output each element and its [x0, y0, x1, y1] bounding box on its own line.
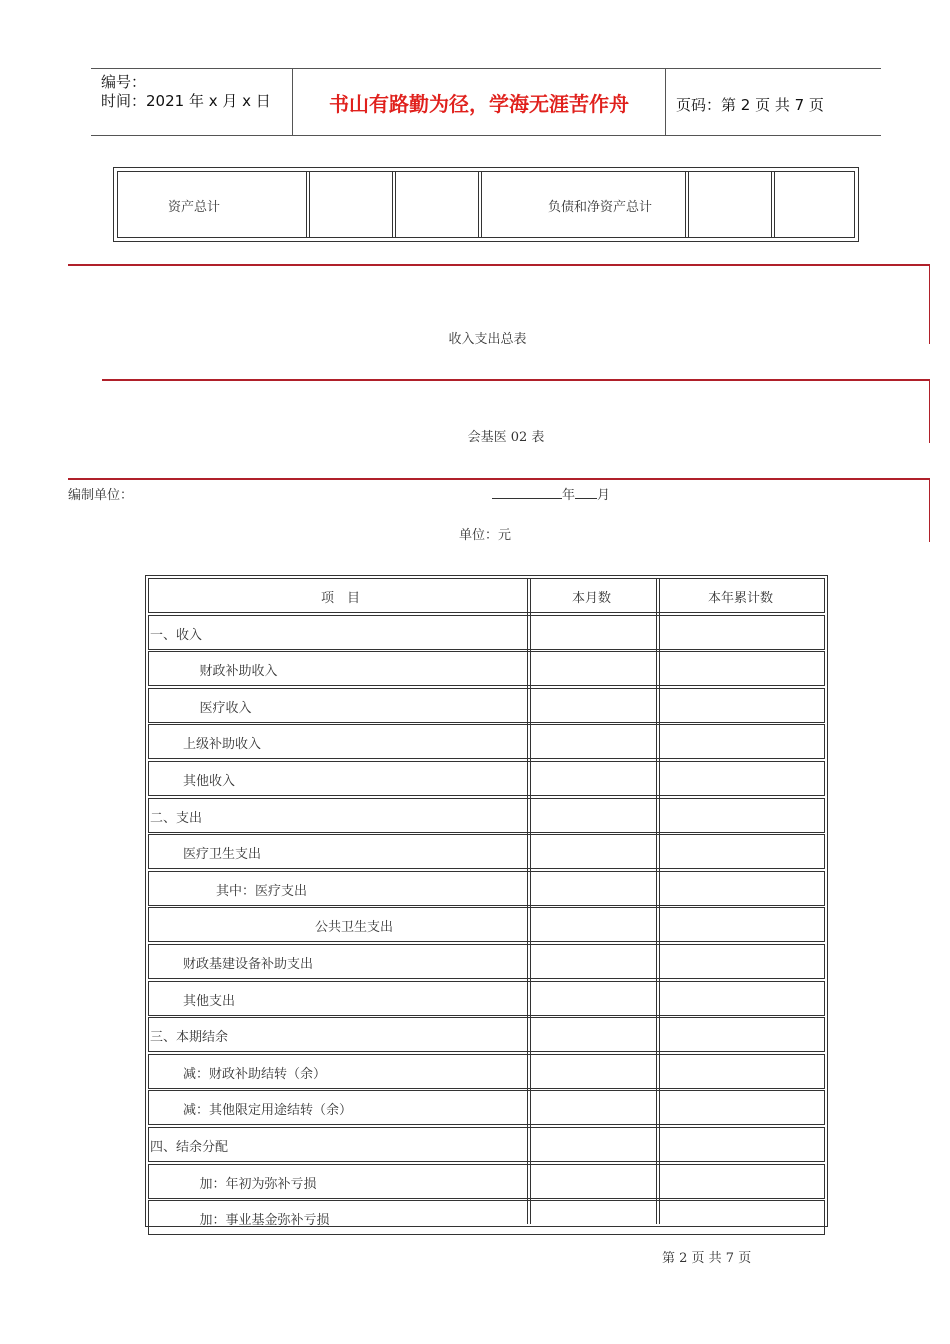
table-row	[148, 615, 825, 650]
header-motto: 书山有路勤为径，学海无涯苦作舟	[329, 92, 629, 116]
liabilities-total-label: 负债和净资产总计	[548, 200, 653, 215]
header-bottom-rule	[91, 135, 881, 136]
table-row	[148, 688, 825, 723]
ytd-value-cell[interactable]	[662, 982, 824, 1015]
table-row	[148, 944, 825, 979]
table-row	[148, 1090, 825, 1125]
ytd-value-cell[interactable]	[662, 689, 824, 722]
column-divider	[481, 172, 482, 237]
month-value-cell[interactable]	[533, 616, 659, 649]
ytd-value-cell[interactable]	[662, 1018, 824, 1051]
month-value-cell[interactable]	[533, 689, 659, 722]
month-value-cell[interactable]	[533, 799, 659, 832]
red-rule-edge	[929, 478, 930, 542]
ytd-value-cell[interactable]	[662, 725, 824, 758]
row-label: 加：年初为弥补亏损	[199, 1176, 317, 1192]
ytd-value-cell[interactable]	[662, 835, 824, 868]
month-value-cell[interactable]	[533, 1165, 659, 1198]
column-divider	[309, 172, 310, 237]
ytd-value-cell[interactable]	[662, 799, 824, 832]
row-label: 上级补助收入	[183, 737, 262, 753]
document-time-label: 时间：2021 年 x 月 x 日	[101, 92, 271, 110]
month-label: 月	[597, 488, 611, 503]
header-ytd: 本年累计数	[708, 591, 774, 606]
month-value-cell[interactable]	[533, 872, 659, 905]
table-row	[148, 724, 825, 759]
red-rule	[68, 478, 930, 480]
table-row	[148, 1200, 825, 1235]
column-divider	[774, 172, 775, 237]
ytd-value-cell[interactable]	[662, 1165, 824, 1198]
ytd-value-cell[interactable]	[662, 1201, 824, 1234]
ytd-value-cell[interactable]	[662, 1055, 824, 1088]
row-label: 二、支出	[150, 810, 203, 826]
document-number-label: 编号：	[101, 73, 147, 91]
red-rule	[102, 379, 930, 381]
month-value-cell[interactable]	[533, 762, 659, 795]
table-row	[148, 981, 825, 1016]
table-row	[148, 1127, 825, 1162]
page-footer: 第 2 页 共 7 页	[662, 1251, 752, 1266]
row-label: 减：其他限定用途结转（余）	[183, 1103, 353, 1119]
table-row	[148, 907, 825, 942]
month-value-cell[interactable]	[533, 725, 659, 758]
currency-unit-label: 单位：元	[459, 528, 512, 543]
row-label: 三、本期结余	[150, 1030, 229, 1046]
table-row	[148, 651, 825, 686]
row-label: 医疗卫生支出	[183, 847, 262, 863]
table-row	[148, 798, 825, 833]
month-value-cell[interactable]	[533, 1091, 659, 1124]
column-divider	[685, 172, 686, 237]
red-rule	[68, 264, 930, 266]
report-code: 会基医 02 表	[467, 430, 545, 445]
ytd-value-cell[interactable]	[662, 872, 824, 905]
month-value-cell[interactable]	[533, 1201, 659, 1234]
ytd-value-cell[interactable]	[662, 1091, 824, 1124]
row-label: 其中：医疗支出	[216, 883, 308, 899]
ytd-value-cell[interactable]	[662, 616, 824, 649]
column-divider	[688, 172, 689, 237]
table-row	[148, 1054, 825, 1089]
table-row	[148, 834, 825, 869]
report-title: 收入支出总表	[448, 332, 527, 347]
ytd-value-cell[interactable]	[662, 762, 824, 795]
row-label: 其他收入	[183, 774, 236, 789]
table-row	[148, 1017, 825, 1052]
row-label: 减：财政补助结转（余）	[183, 1066, 327, 1082]
header-top-rule	[91, 68, 881, 69]
balance-summary-inner	[117, 171, 855, 238]
column-divider	[771, 172, 772, 237]
balance-summary-table	[113, 167, 859, 242]
report-period	[492, 484, 610, 503]
month-value-cell[interactable]	[533, 945, 659, 978]
header-item: 项 目	[321, 591, 361, 606]
month-value-cell[interactable]	[533, 908, 659, 941]
column-divider	[527, 578, 528, 1224]
column-divider	[392, 172, 393, 237]
income-expenditure-table	[145, 575, 828, 1227]
table-row	[148, 1164, 825, 1199]
table-row	[148, 871, 825, 906]
month-value-cell[interactable]	[533, 982, 659, 1015]
page-indicator: 页码：第 2 页 共 7 页	[676, 96, 824, 114]
preparing-unit-label: 编制单位：	[68, 488, 134, 503]
assets-total-label: 资产总计	[168, 200, 221, 215]
column-divider	[659, 578, 660, 1224]
row-label: 加：事业基金弥补亏损	[199, 1213, 330, 1229]
row-label: 其他支出	[183, 993, 236, 1009]
year-blank	[492, 486, 562, 499]
ytd-value-cell[interactable]	[662, 652, 824, 685]
column-divider	[530, 578, 531, 1224]
column-divider	[656, 578, 657, 1224]
row-label: 财政基建设备补助支出	[183, 957, 314, 972]
table-row	[148, 761, 825, 796]
column-divider	[306, 172, 307, 237]
ytd-value-cell[interactable]	[662, 908, 824, 941]
month-value-cell[interactable]	[533, 1128, 659, 1161]
header-month: 本月数	[572, 591, 612, 606]
month-value-cell[interactable]	[533, 652, 659, 685]
header-divider	[665, 68, 666, 136]
row-label: 一、收入	[150, 627, 203, 643]
month-value-cell[interactable]	[533, 835, 659, 868]
row-label: 公共卫生支出	[315, 920, 394, 936]
table-header-row	[148, 578, 825, 613]
month-value-cell[interactable]	[533, 1018, 659, 1051]
column-divider	[478, 172, 479, 237]
row-label: 四、结余分配	[150, 1140, 229, 1155]
row-label: 财政补助收入	[199, 664, 278, 680]
month-blank	[575, 486, 597, 499]
ytd-value-cell[interactable]	[662, 1128, 824, 1161]
ytd-value-cell[interactable]	[662, 945, 824, 978]
month-value-cell[interactable]	[533, 1055, 659, 1088]
year-label: 年	[562, 488, 576, 503]
header-divider	[292, 68, 293, 136]
column-divider	[395, 172, 396, 237]
row-label: 医疗收入	[199, 700, 252, 716]
